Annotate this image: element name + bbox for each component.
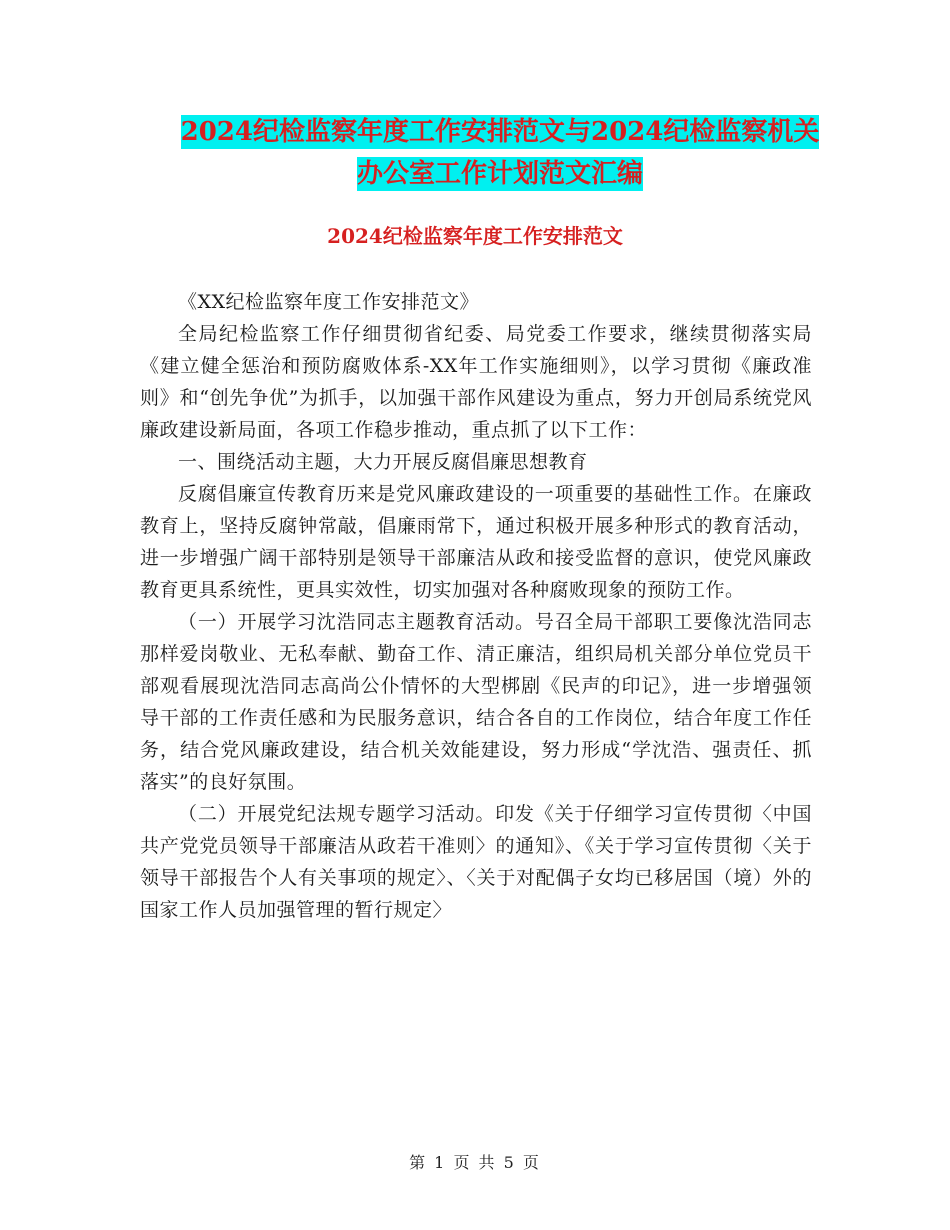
paragraph: 《XX纪检监察年度工作安排范文》 (178, 291, 480, 313)
document-title-line-2 (120, 152, 880, 196)
document-title-line-1 (120, 110, 880, 154)
document-body (140, 286, 812, 926)
paragraph: （一）开展学习沈浩同志主题教育活动。号召全局干部职工要像沈浩同志那样爱岗敬业、无私奉献、勤奋工作、清正廉洁，组织局机关部分单位党员干部观看展现沈浩同志高尚公仆情怀的大型梆剧《民声的印记》，进一步增强领导干部的工作责任感和为民服务意识，结合各自的工作岗位，结合年度工作任务，结合党风廉政建设，结合机关效能建设，努力形成“学沈浩、强责任、抓落实”的良好氛围。 (140, 611, 812, 793)
title-highlight-1: 2024纪检监察年度工作安排范文与2024纪检监察机关 (180, 117, 820, 147)
paragraph: 全局纪检监察工作仔细贯彻省纪委、局党委工作要求，继续贯彻落实局《建立健全惩治和预防腐败体系-XX年工作实施细则》，以学习贯彻《廉政准则》和“创先争优”为抓手，以加强干部作风建设为重点，努力开创局系统党风廉政建设新局面，各项工作稳步推动，重点抓了以下工作： (140, 323, 812, 441)
title-highlight-2: 办公室工作计划范文汇编 (356, 159, 643, 189)
section-heading: 2024纪检监察年度工作安排范文 (327, 224, 623, 248)
paragraph: 一、围绕活动主题，大力开展反腐倡廉思想教育 (178, 451, 588, 473)
paragraph: （二）开展党纪法规专题学习活动。印发《关于仔细学习宣传贯彻〈中国共产党党员领导干部廉洁从政若干准则〉的通知》、《关于学习宣传贯彻〈关于领导干部报告个人有关事项的规定〉、〈关于对配偶子女均已移居国（境）外的国家工作人员加强管理的暂行规定〉 (140, 803, 812, 921)
page-footer: 第 1 页 共 5 页 (409, 1153, 541, 1172)
paragraph: 反腐倡廉宣传教育历来是党风廉政建设的一项重要的基础性工作。在廉政教育上，坚持反腐钟常敲，倡廉雨常下，通过积极开展多种形式的教育活动，进一步增强广阔干部特别是领导干部廉洁从政和接受监督的意识，使党风廉政教育更具系统性，更具实效性，切实加强对各种腐败现象的预防工作。 (140, 483, 812, 601)
